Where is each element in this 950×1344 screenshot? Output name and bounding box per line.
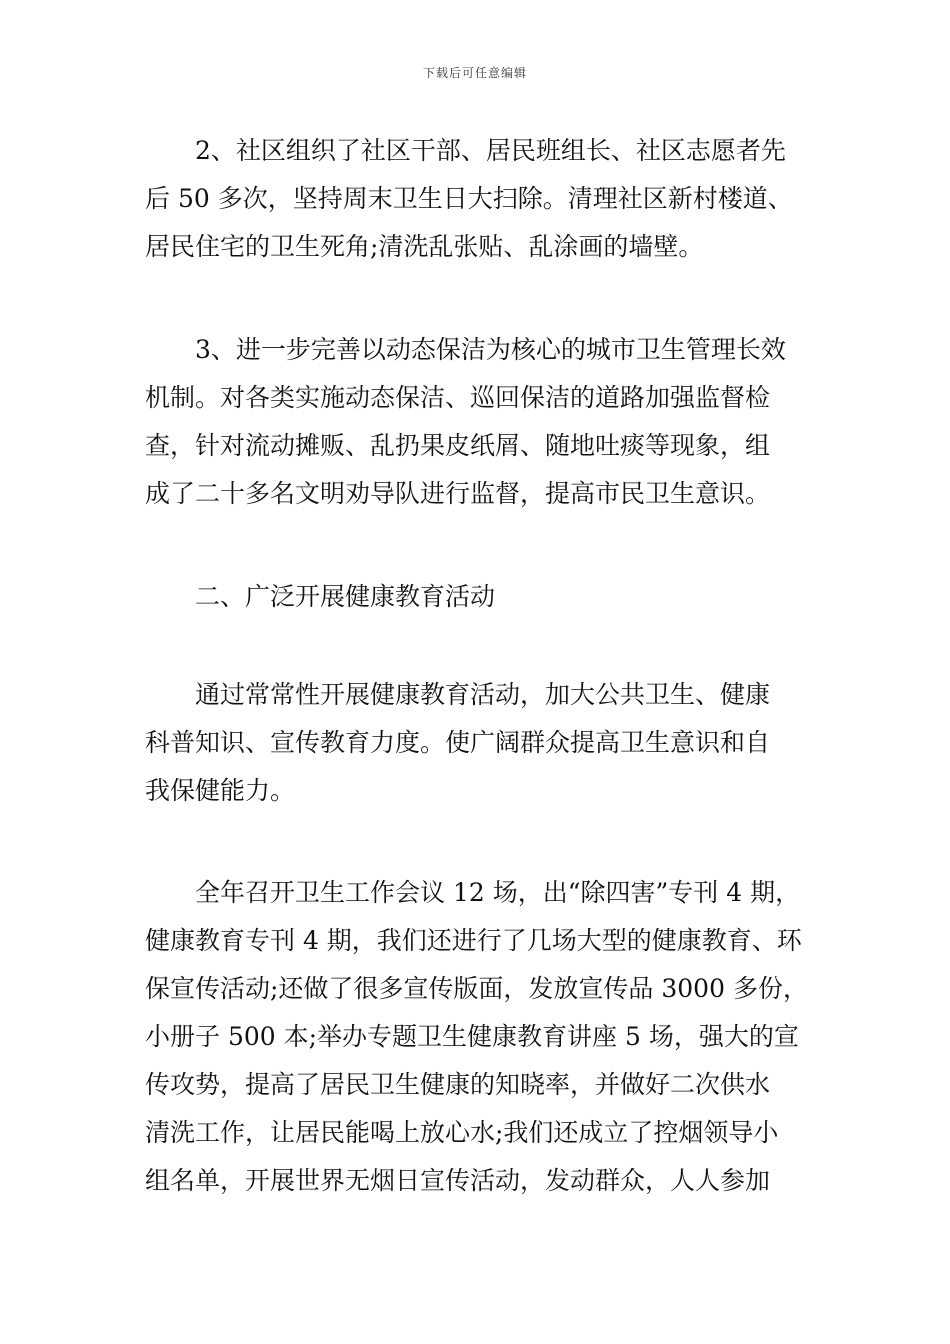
paragraph-cleaning-mechanism [145, 326, 815, 518]
section-heading-health-education [145, 573, 815, 621]
page-header: 下载后可任意编辑 [422, 66, 527, 80]
paragraph-health-education-intro [145, 671, 815, 815]
text-line: 通过常常性开展健康教育活动，加大公共卫生、健康 [195, 680, 771, 709]
paragraph-annual-activities [145, 869, 815, 1205]
text-line: 后 50 多次，坚持周末卫生日大扫除。清理社区新村楼道、 [145, 184, 793, 213]
text-line: 科普知识、宣传教育力度。使广阔群众提高卫生意识和自 [145, 728, 771, 757]
text-line: 机制。对各类实施动态保洁、巡回保洁的道路加强监督检 [145, 383, 771, 412]
text-line: 我保健能力。 [145, 776, 296, 805]
text-line: 组名单，开展世界无烟日宣传活动，发动群众，人人参加 [145, 1166, 771, 1195]
text-line: 全年召开卫生工作会议 12 场，出“除四害”专刊 4 期， [195, 878, 801, 907]
text-line: 小册子 500 本;举办专题卫生健康教育讲座 5 场，强大的宣 [145, 1022, 799, 1051]
text-line: 2、社区组织了社区干部、居民班组长、社区志愿者先 [195, 136, 786, 165]
text-line: 二、广泛开展健康教育活动 [195, 582, 496, 611]
text-line: 健康教育专刊 4 期，我们还进行了几场大型的健康教育、环 [145, 926, 802, 955]
text-line: 清洗工作，让居民能喝上放心水;我们还成立了控烟领导小 [145, 1118, 779, 1147]
paragraph-community-cleaning [145, 127, 815, 271]
text-line: 保宣传活动;还做了很多宣传版面，发放宣传品 3000 多份， [145, 974, 808, 1003]
text-line: 居民住宅的卫生死角;清洗乱张贴、乱涂画的墙壁。 [145, 232, 704, 261]
text-line: 查，针对流动摊贩、乱扔果皮纸屑、随地吐痰等现象，组 [145, 431, 771, 460]
text-line: 传攻势，提高了居民卫生健康的知晓率，并做好二次供水 [145, 1070, 771, 1099]
text-line: 3、进一步完善以动态保洁为核心的城市卫生管理长效 [195, 335, 786, 364]
text-line: 成了二十多名文明劝导队进行监督，提高市民卫生意识。 [145, 479, 771, 508]
